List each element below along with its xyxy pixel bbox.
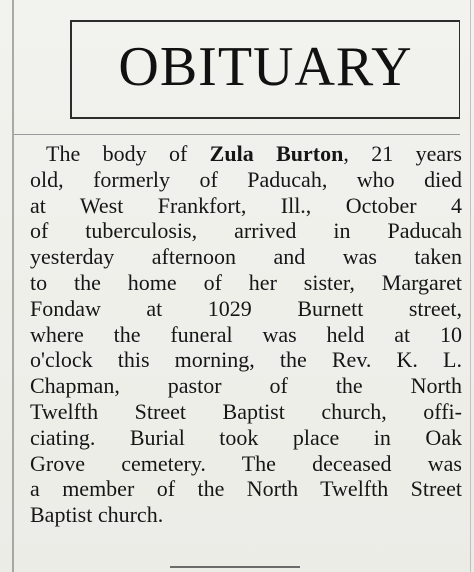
body-line-7: Fondaw at 1029 Burnett street, — [30, 295, 462, 321]
deceased-name: Zula Burton — [209, 141, 344, 166]
bottom-divider — [170, 566, 300, 568]
body-line-15: Baptist church. — [30, 502, 164, 528]
body-line-10: Chapman, pastor of the North — [30, 373, 462, 399]
obituary-body — [30, 141, 462, 528]
headline: OBITUARY — [118, 36, 413, 98]
body-line-13: Grove cemetery. The deceased was — [30, 450, 462, 476]
body-line-11: Twelfth Street Baptist church, offi- — [30, 398, 462, 424]
body-line-5: yesterday afternoon and was taken — [30, 244, 462, 270]
body-line-3: at West Frankfort, Ill., October 4 — [30, 192, 462, 218]
line-1-lead: The body of — [46, 141, 210, 166]
body-line-9: o'clock this morning, the Rev. K. L. — [30, 347, 462, 373]
body-line-6: to the home of her sister, Margaret — [30, 269, 462, 295]
column-rule-left — [12, 0, 14, 572]
body-line-1 — [30, 141, 462, 167]
body-line-2: old, formerly of Paducah, who died — [30, 166, 462, 192]
body-line-4: of tuberculosis, arrived in Paducah — [30, 218, 462, 244]
body-line-12: ciating. Burial took place in Oak — [30, 424, 462, 450]
line-1-tail: , 21 years — [343, 141, 462, 166]
body-line-14: a member of the North Twelfth Street — [30, 476, 462, 502]
headline-box — [70, 20, 460, 119]
headline-divider — [14, 134, 460, 135]
body-line-8: where the funeral was held at 10 — [30, 321, 462, 347]
column-rule-right — [470, 0, 471, 572]
